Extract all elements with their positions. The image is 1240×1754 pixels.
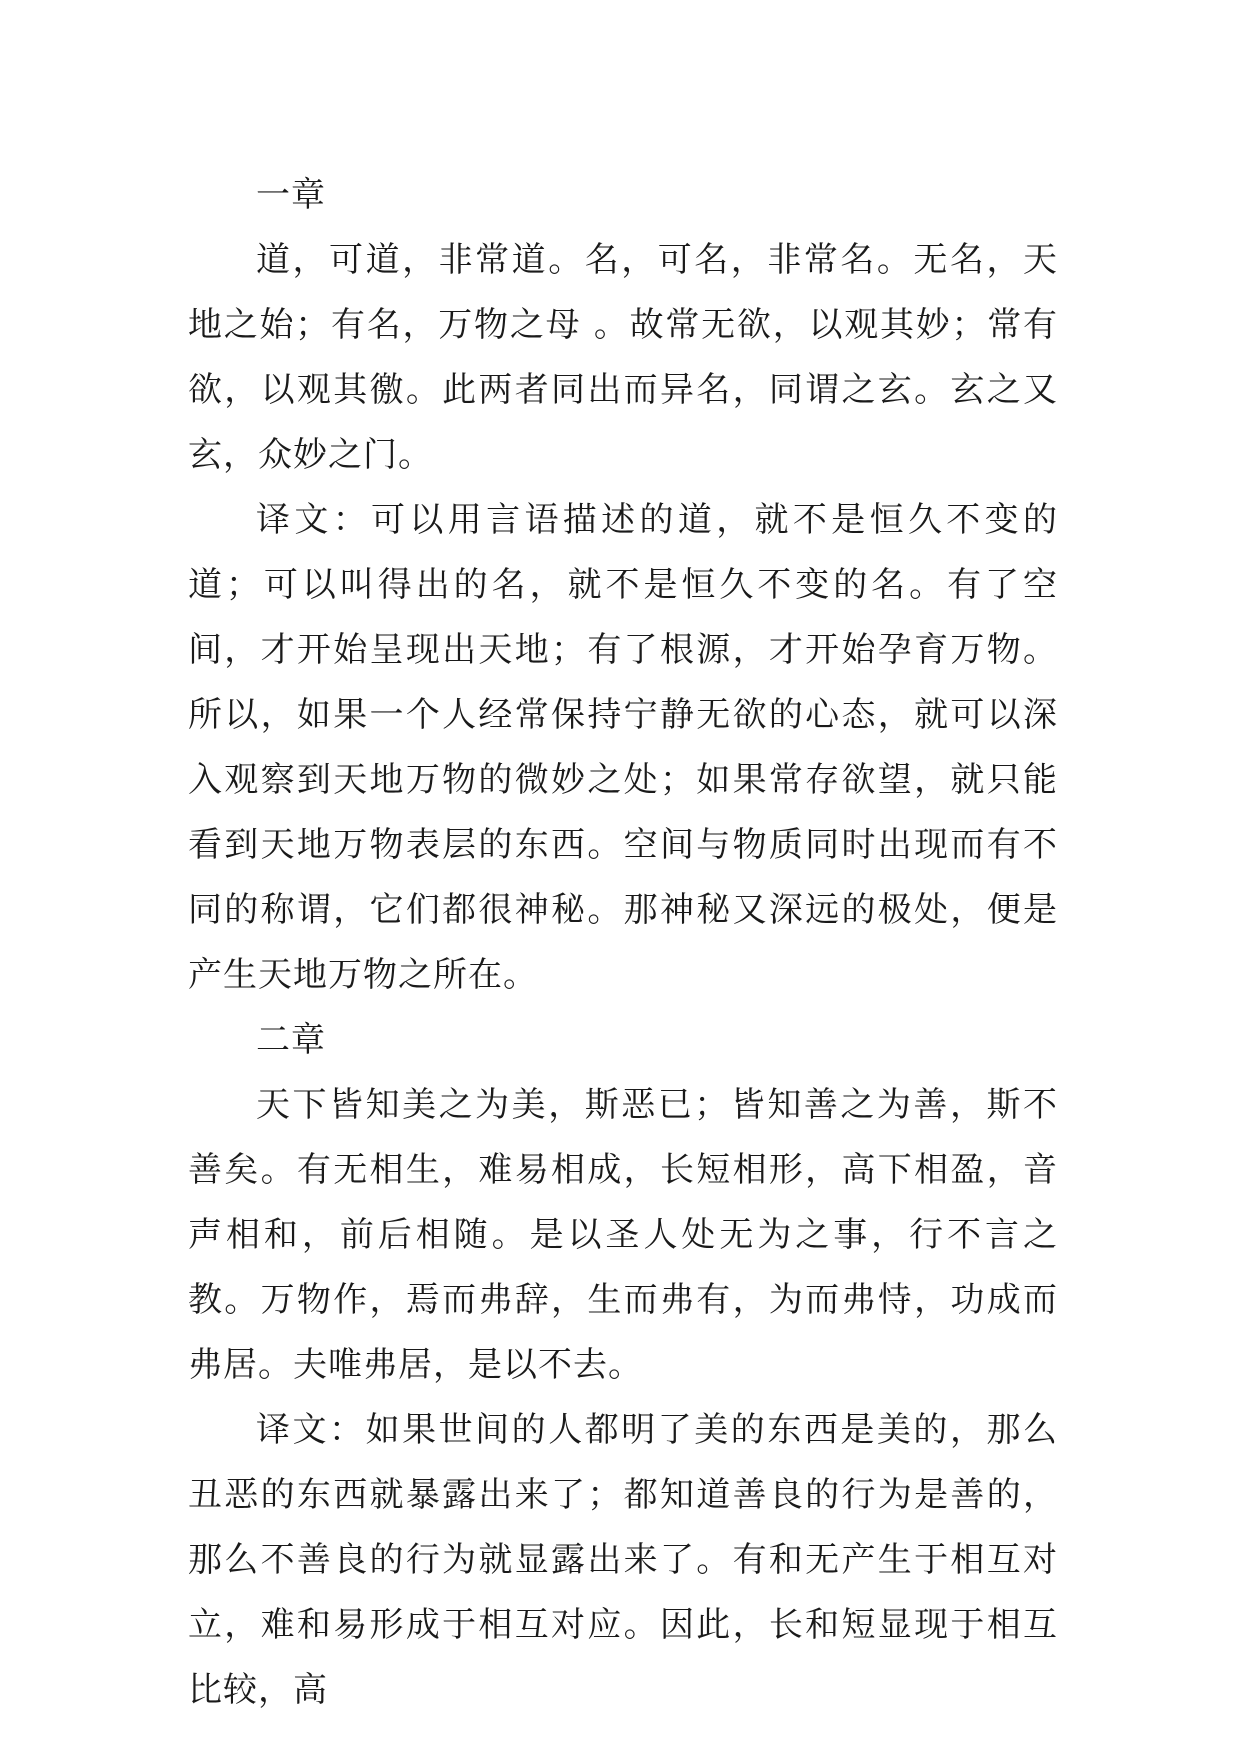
- chapter-2-heading: 二章: [256, 1020, 326, 1060]
- chapter-1-original-text: 道，可道，非常道。名，可名，非常名。无名，天地之始；有名，万物之母 。故常无欲，以观其妙；常有欲，以观其徼。此两者同出而异名，同谓之玄。玄之又玄，众妙之门。: [188, 240, 1058, 475]
- document-body: [188, 163, 1058, 1723]
- chapter-2-original-text: 天下皆知美之为美，斯恶已；皆知善之为善，斯不善矣。有无相生，难易相成，长短相形，高下相盈，音声相和，前后相随。是以圣人处无为之事，行不言之教。万物作，焉而弗辞，生而弗有，为而弗恃，功成而弗居。夫唯弗居，是以不去。: [188, 1085, 1058, 1385]
- chapter-1-translation: 译文：可以用言语描述的道，就不是恒久不变的道；可以叫得出的名，就不是恒久不变的名。有了空间，才开始呈现出天地；有了根源，才开始孕育万物。所以，如果一个人经常保持宁静无欲的心态，就可以深入观察到天地万物的微妙之处；如果常存欲望，就只能看到天地万物表层的东西。空间与物质同时出现而有不同的称谓，它们都很神秘。那神秘又深远的极处，便是产生天地万物之所在。: [188, 500, 1058, 995]
- chapter-2-translation: 译文：如果世间的人都明了美的东西是美的，那么丑恶的东西就暴露出来了；都知道善良的行为是善的，那么不善良的行为就显露出来了。有和无产生于相互对立，难和易形成于相互对应。因此，长和短显现于相互比较，高: [188, 1410, 1058, 1710]
- chapter-1-heading: 一章: [256, 175, 326, 215]
